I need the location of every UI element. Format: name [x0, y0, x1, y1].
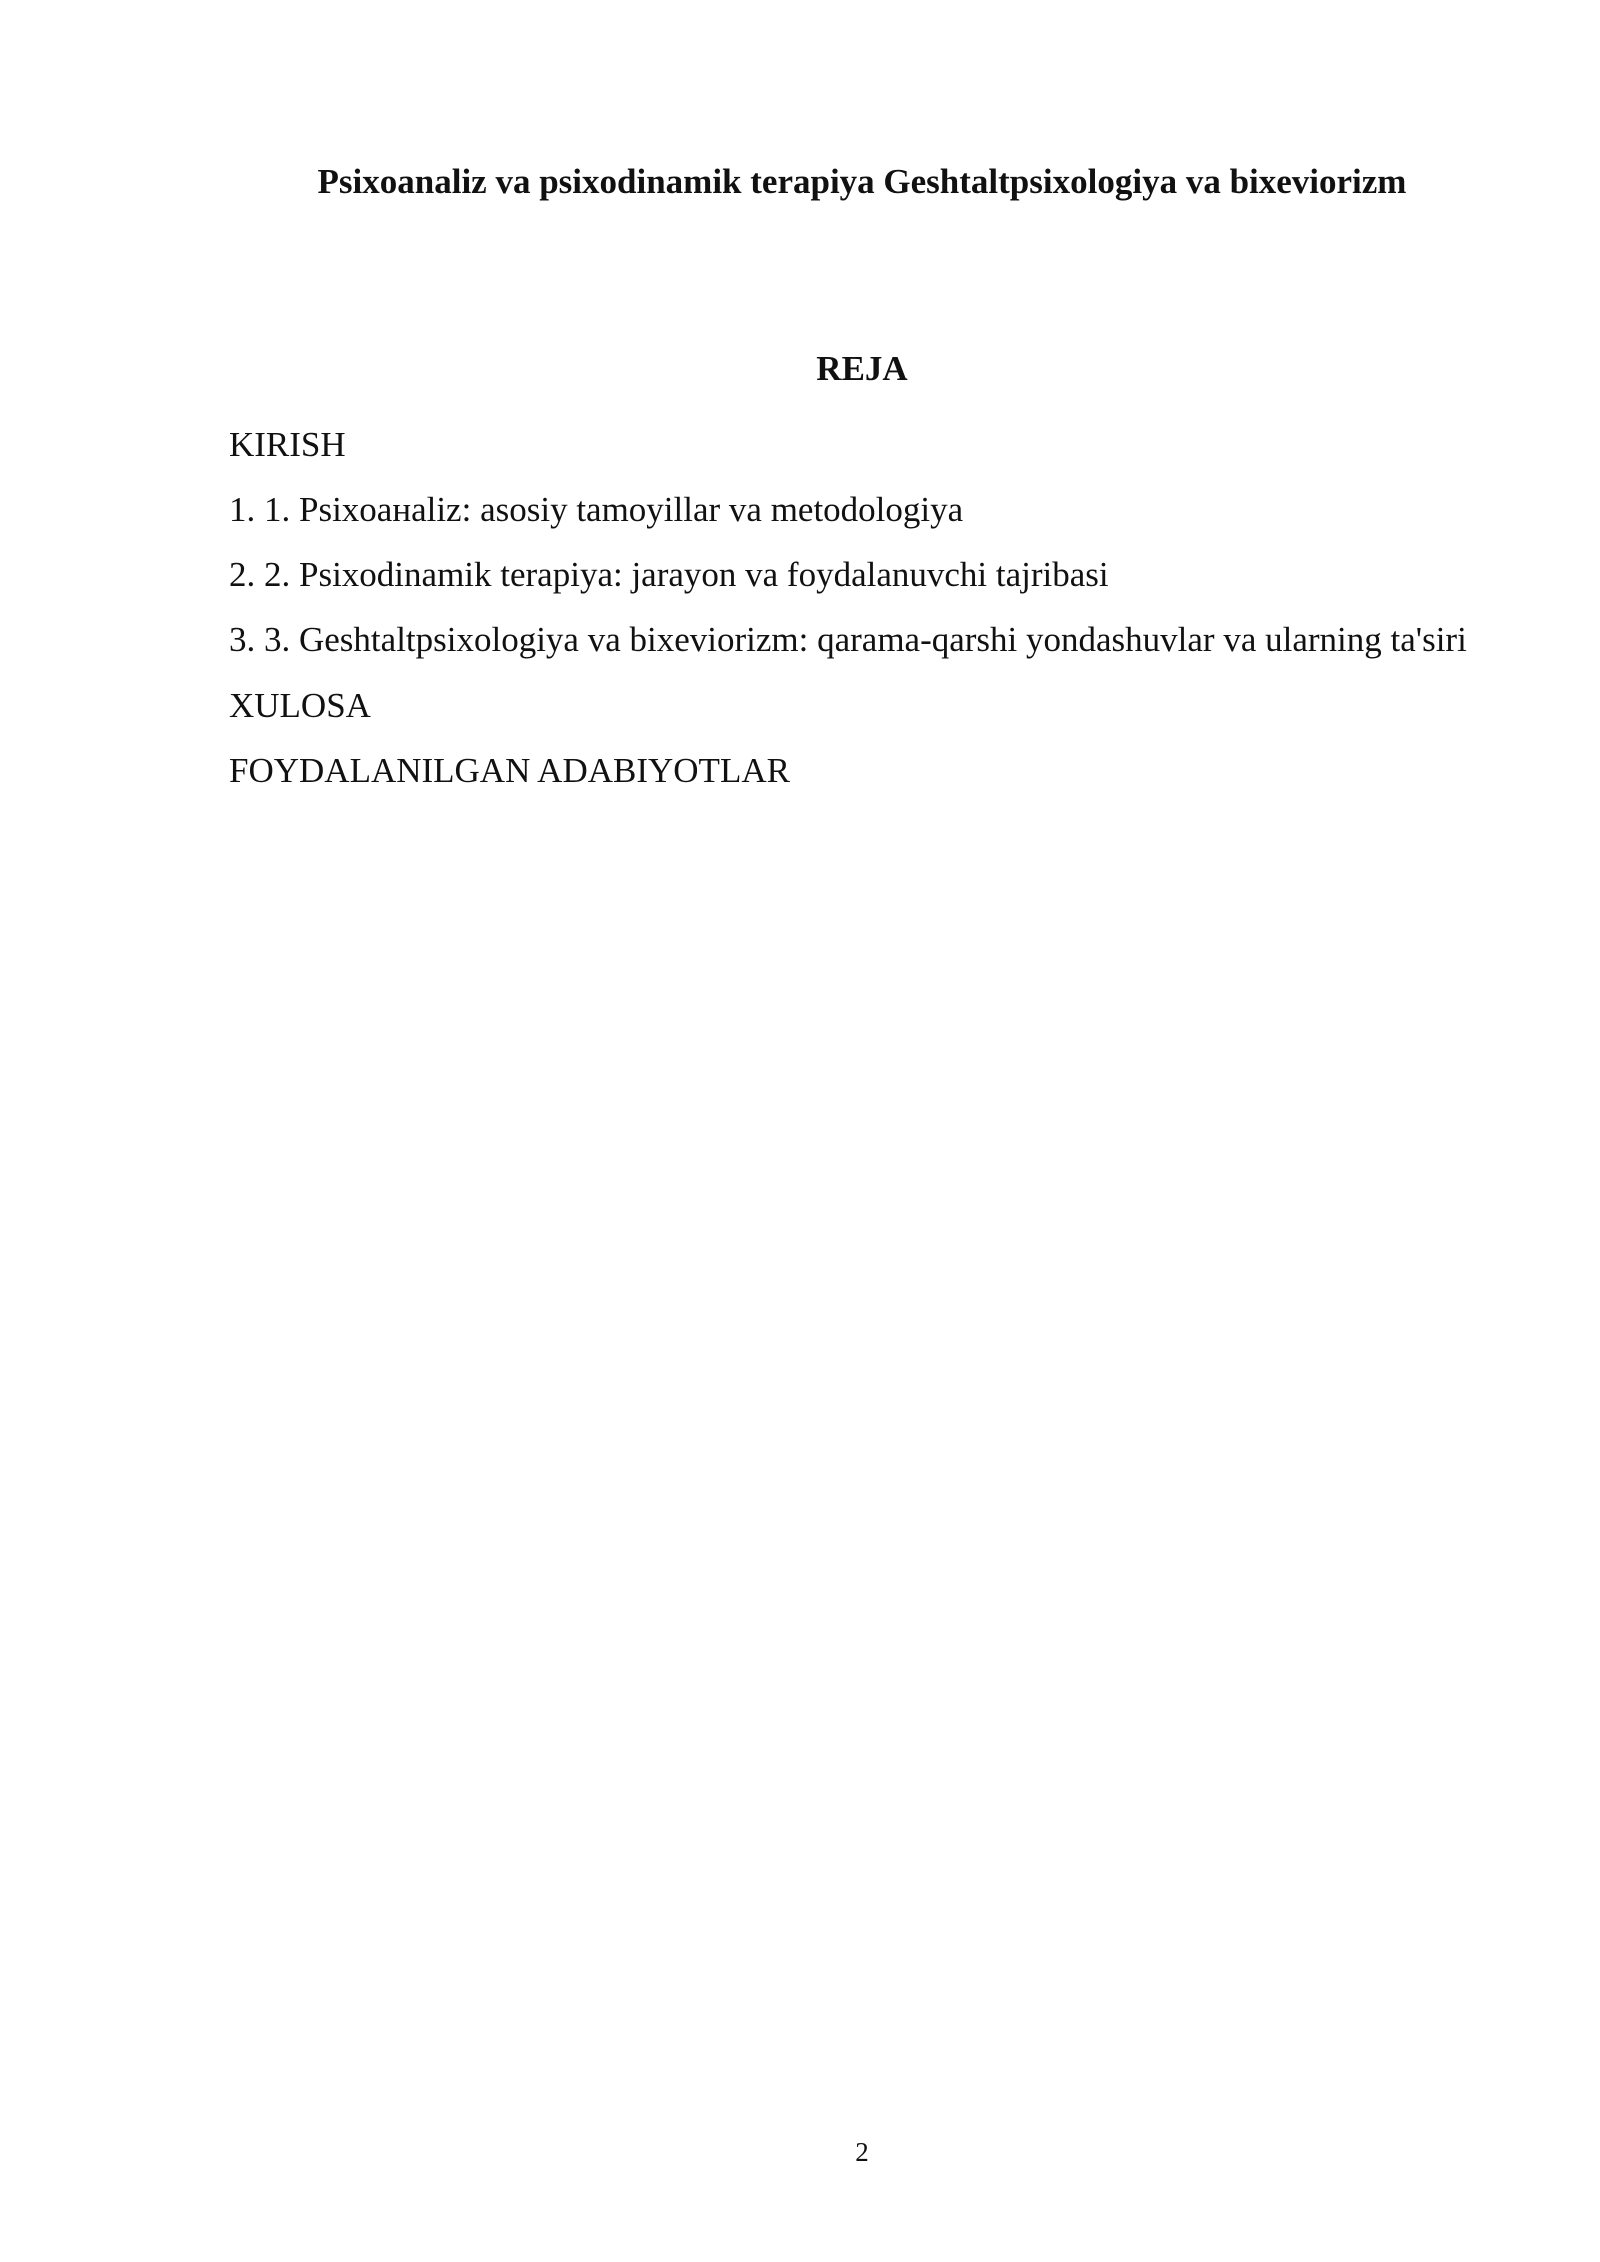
table-of-contents [229, 417, 1479, 808]
plan-heading: REJA [816, 349, 908, 388]
document-title: Psixoanaliz va psixodinamik terapiya Geshtaltpsixologiya va bixeviorizm [317, 162, 1407, 201]
page-number: 2 [855, 2137, 869, 2167]
toc-item-introduction: KIRISH [229, 425, 346, 464]
toc-item-references: FOYDALANILGAN ADABIYOTLAR [229, 751, 790, 790]
toc-item-conclusion: XULOSA [229, 686, 371, 725]
toc-item-3: 3. 3. Geshtaltpsixologiya va bixeviorizm: qarama-qarshi yondashuvlar va ularning ta'siri [229, 620, 1467, 659]
toc-item-1: 1. 1. Psixoанaliz: asosiy tamoyillar va metodologiya [229, 490, 964, 529]
toc-item-2: 2. 2. Psixodinamik terapiya: jarayon va foydalanuvchi tajribasi [229, 555, 1109, 594]
